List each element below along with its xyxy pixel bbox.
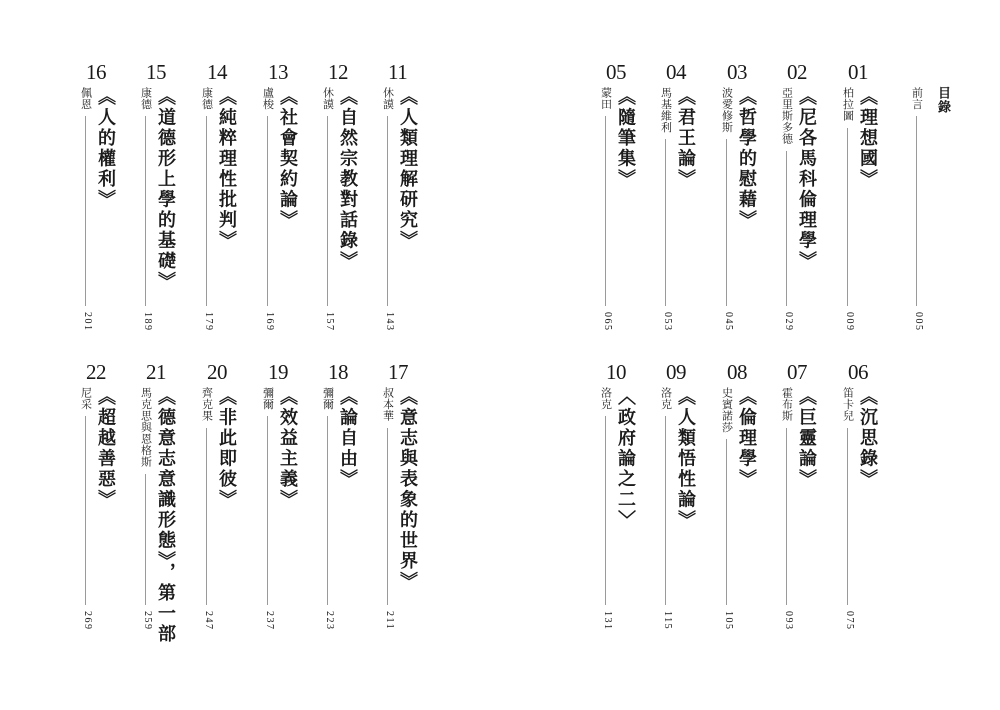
chapter-author: 休謨 bbox=[381, 87, 395, 110]
leader-rule bbox=[665, 139, 666, 306]
page-number: 179 bbox=[203, 312, 214, 332]
chapter-number: 18 bbox=[328, 360, 348, 384]
chapter-title: 《倫理學》 bbox=[736, 387, 757, 490]
chapter-title: 《論自由》 bbox=[337, 387, 358, 490]
chapter-number: 04 bbox=[666, 60, 686, 84]
leader-rule bbox=[916, 116, 917, 306]
chapter-number: 15 bbox=[146, 60, 166, 84]
page-number: 115 bbox=[662, 611, 673, 631]
chapter-title: 《沉思錄》 bbox=[857, 387, 878, 490]
leader-rule bbox=[206, 428, 207, 605]
leader-rule bbox=[85, 416, 86, 605]
chapter-author: 盧梭 bbox=[261, 87, 275, 110]
chapter-author: 洛克 bbox=[599, 387, 613, 410]
chapter-title: 《君王論》 bbox=[675, 87, 696, 190]
chapter-author: 洛克 bbox=[659, 387, 673, 410]
chapter-title: 《純粹理性批判》 bbox=[216, 87, 237, 251]
page-number: 189 bbox=[142, 312, 153, 332]
chapter-author: 亞里斯多德 bbox=[780, 87, 794, 145]
page-number: 053 bbox=[662, 312, 673, 332]
chapter-title: 《理想國》 bbox=[857, 87, 878, 190]
chapter-author: 康德 bbox=[139, 87, 153, 110]
leader-rule bbox=[847, 128, 848, 306]
page-number: 247 bbox=[203, 611, 214, 631]
chapter-author: 笛卡兒 bbox=[841, 387, 855, 422]
chapter-author: 史賓諾莎 bbox=[720, 387, 734, 433]
chapter-number: 11 bbox=[388, 60, 408, 84]
chapter-author: 蒙田 bbox=[599, 87, 613, 110]
chapter-title: 《巨靈論》 bbox=[796, 387, 817, 490]
chapter-author: 叔本華 bbox=[381, 387, 395, 422]
leader-rule bbox=[145, 116, 146, 306]
chapter-author: 齊克果 bbox=[200, 387, 214, 422]
toc-entry[interactable] bbox=[79, 60, 126, 346]
toc-entry[interactable] bbox=[599, 60, 646, 346]
chapter-author: 彌爾 bbox=[321, 387, 335, 410]
page-number: 259 bbox=[142, 611, 153, 631]
page-number: 157 bbox=[324, 312, 335, 332]
toc-entry[interactable] bbox=[720, 360, 767, 645]
toc-entry[interactable] bbox=[79, 360, 126, 645]
toc-entry[interactable] bbox=[780, 60, 827, 346]
leader-rule bbox=[387, 116, 388, 306]
toc-entry[interactable] bbox=[139, 360, 186, 645]
toc-entry[interactable] bbox=[321, 360, 368, 645]
chapter-number: 21 bbox=[146, 360, 166, 384]
chapter-number: 13 bbox=[268, 60, 288, 84]
chapter-title: 《效益主義》 bbox=[277, 387, 298, 510]
chapter-number: 17 bbox=[388, 360, 408, 384]
page-number: 075 bbox=[844, 611, 855, 631]
toc-entry[interactable] bbox=[261, 60, 308, 346]
chapter-title: 《哲學的慰藉》 bbox=[736, 87, 757, 231]
chapter-author: 尼采 bbox=[79, 387, 93, 410]
page-number: 169 bbox=[264, 312, 275, 332]
toc-entry[interactable] bbox=[261, 360, 308, 645]
chapter-number: 10 bbox=[606, 360, 626, 384]
chapter-title: 《人的權利》 bbox=[95, 87, 116, 210]
chapter-author: 馬克思與恩格斯 bbox=[139, 387, 153, 468]
page-number: 131 bbox=[602, 611, 613, 631]
toc-entry[interactable] bbox=[200, 360, 247, 645]
leader-rule bbox=[726, 439, 727, 605]
leader-rule bbox=[145, 474, 146, 605]
leader-rule bbox=[605, 416, 606, 605]
page-number: 201 bbox=[82, 312, 93, 332]
chapter-number: 05 bbox=[606, 60, 626, 84]
toc-entry[interactable] bbox=[780, 360, 827, 645]
page-number: 223 bbox=[324, 611, 335, 631]
toc-entry[interactable] bbox=[841, 360, 888, 645]
page-number: 093 bbox=[783, 611, 794, 631]
page-number: 029 bbox=[783, 312, 794, 332]
chapter-number: 14 bbox=[207, 60, 227, 84]
page-number: 105 bbox=[723, 611, 734, 631]
leader-rule bbox=[85, 116, 86, 306]
chapter-title: 《隨筆集》 bbox=[615, 87, 636, 190]
chapter-title: 〈政府論之二〉 bbox=[615, 387, 636, 531]
page-number: 269 bbox=[82, 611, 93, 631]
leader-rule bbox=[267, 416, 268, 605]
leader-rule bbox=[267, 116, 268, 306]
page-number: 065 bbox=[602, 312, 613, 332]
chapter-number: 19 bbox=[268, 360, 288, 384]
chapter-number: 06 bbox=[848, 360, 868, 384]
chapter-author: 波愛修斯 bbox=[720, 87, 734, 133]
page-number: 143 bbox=[384, 312, 395, 332]
toc-entry[interactable] bbox=[841, 60, 888, 346]
chapter-author: 休謨 bbox=[321, 87, 335, 110]
chapter-title: 《人類悟性論》 bbox=[675, 387, 696, 531]
chapter-title: 《超越善惡》 bbox=[95, 387, 116, 510]
page-number: 237 bbox=[264, 611, 275, 631]
chapter-number: 01 bbox=[848, 60, 868, 84]
chapter-number: 16 bbox=[86, 60, 106, 84]
chapter-number: 08 bbox=[727, 360, 747, 384]
chapter-title: 《尼各馬科倫理學》 bbox=[796, 87, 817, 272]
toc-heading: 目錄 bbox=[935, 86, 950, 114]
leader-rule bbox=[726, 139, 727, 306]
chapter-title: 《人類理解研究》 bbox=[397, 87, 418, 251]
preface-label: 前言 bbox=[910, 87, 924, 110]
chapter-author: 彌爾 bbox=[261, 387, 275, 410]
chapter-number: 09 bbox=[666, 360, 686, 384]
leader-rule bbox=[327, 116, 328, 306]
leader-rule bbox=[327, 416, 328, 605]
toc-entry[interactable] bbox=[321, 60, 368, 346]
chapter-title: 《意志與表象的世界》 bbox=[397, 387, 418, 592]
chapter-author: 佩恩 bbox=[79, 87, 93, 110]
preface-entry[interactable] bbox=[910, 62, 957, 352]
leader-rule bbox=[665, 416, 666, 605]
chapter-title: 《道德形上學的基礎》 bbox=[155, 87, 176, 292]
toc-entry[interactable] bbox=[200, 60, 247, 346]
toc-entry[interactable] bbox=[139, 60, 186, 346]
leader-rule bbox=[605, 116, 606, 306]
chapter-author: 霍布斯 bbox=[780, 387, 794, 422]
chapter-number: 20 bbox=[207, 360, 227, 384]
toc-entry[interactable] bbox=[381, 60, 428, 346]
page-number: 045 bbox=[723, 312, 734, 332]
toc-entry[interactable] bbox=[381, 360, 428, 645]
chapter-title: 《非此即彼》 bbox=[216, 387, 237, 510]
chapter-number: 12 bbox=[328, 60, 348, 84]
leader-rule bbox=[387, 428, 388, 605]
chapter-title: 《自然宗教對話錄》 bbox=[337, 87, 358, 272]
leader-rule bbox=[206, 116, 207, 306]
toc-entry[interactable] bbox=[599, 360, 646, 645]
chapter-number: 22 bbox=[86, 360, 106, 384]
leader-rule bbox=[786, 428, 787, 605]
toc-entry[interactable] bbox=[720, 60, 767, 346]
chapter-author: 馬基維利 bbox=[659, 87, 673, 133]
chapter-author: 柏拉圖 bbox=[841, 87, 855, 122]
toc-entry[interactable] bbox=[659, 360, 706, 645]
page-number: 009 bbox=[844, 312, 855, 332]
leader-rule bbox=[847, 428, 848, 605]
chapter-number: 03 bbox=[727, 60, 747, 84]
page-number: 005 bbox=[913, 312, 924, 332]
chapter-title: 《德意志意識形態》，第一部 bbox=[155, 387, 176, 645]
chapter-number: 02 bbox=[787, 60, 807, 84]
leader-rule bbox=[786, 151, 787, 306]
chapter-author: 康德 bbox=[200, 87, 214, 110]
page-number: 211 bbox=[384, 611, 395, 631]
chapter-number: 07 bbox=[787, 360, 807, 384]
chapter-title: 《社會契約論》 bbox=[277, 87, 298, 231]
toc-entry[interactable] bbox=[659, 60, 706, 346]
